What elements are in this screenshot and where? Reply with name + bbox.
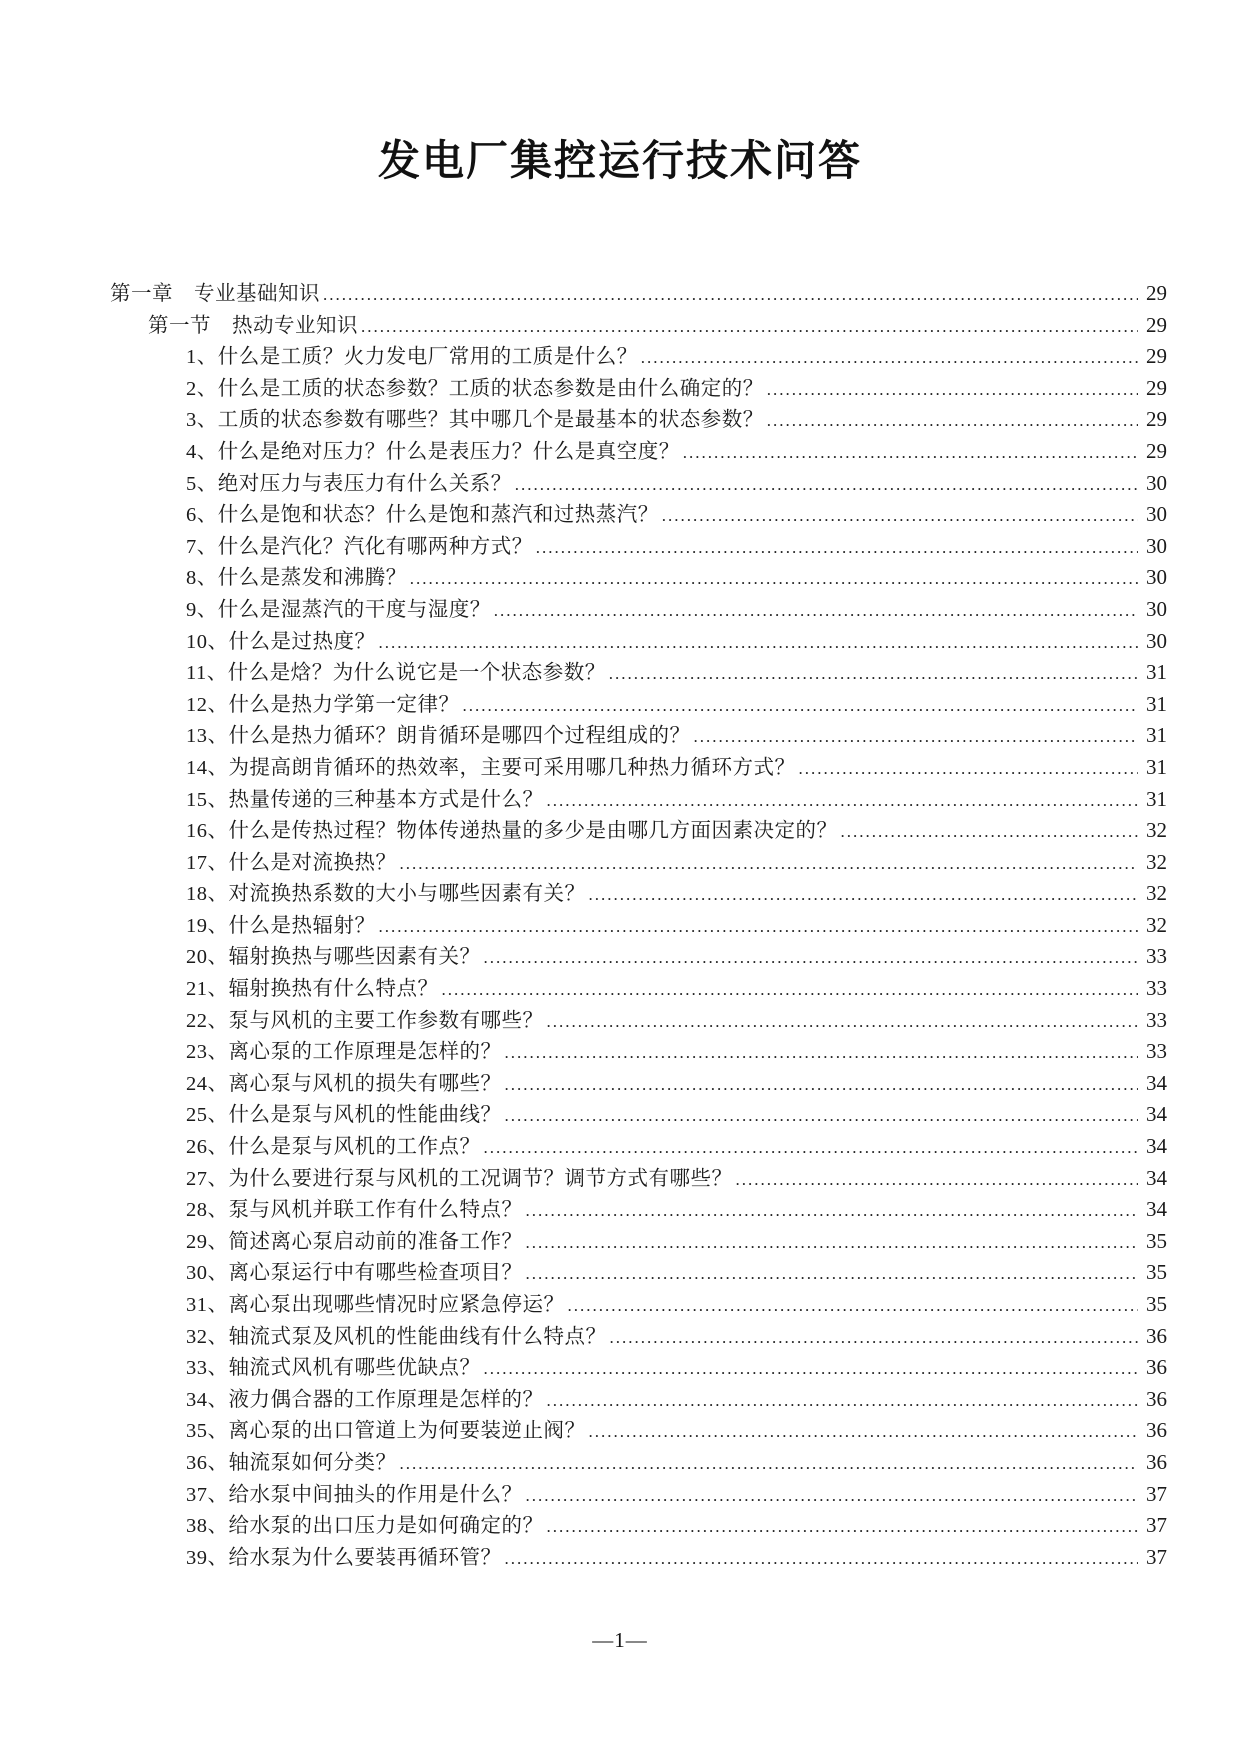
dot-leader [767,409,1138,432]
toc-entry-page-number: 35 [1146,1260,1167,1285]
toc-entry-page-number: 32 [1146,912,1167,937]
toc-entry-label: 29、简述离心泵启动前的准备工作？ [186,1230,523,1253]
toc-entry-label: 28、泵与风机并联工作有什么特点？ [186,1199,523,1222]
toc-entry-label: 34、液力偶合器的工作原理是怎样的？ [186,1388,544,1411]
toc-entry-label: 32、轴流式泵及风机的性能曲线有什么特点？ [186,1325,607,1348]
toc-entry[interactable] [110,845,1167,877]
toc-entry-page-number: 29 [1146,407,1167,432]
toc-entry-page-number: 32 [1146,881,1167,906]
toc-entry-page-number: 31 [1146,754,1167,779]
dot-leader [515,473,1138,496]
toc-entry[interactable] [110,1066,1167,1098]
dot-leader [410,567,1138,590]
dot-leader [526,1199,1139,1222]
toc-entry-page-number: 31 [1146,660,1167,685]
toc-entry-label: 14、为提高朗肯循环的热效率，主要可采用哪几种热力循环方式？ [186,756,796,779]
toc-entry-label: 26、什么是泵与风机的工作点？ [186,1136,481,1159]
toc-entry-label: 9、什么是湿蒸汽的干度与湿度？ [186,598,491,621]
toc-entry[interactable] [110,466,1167,498]
toc-entry[interactable] [110,497,1167,529]
toc-entry-page-number: 31 [1146,723,1167,748]
toc-entry-page-number: 34 [1146,1070,1167,1095]
toc-entry-page-number: 32 [1146,849,1167,874]
toc-entry-page-number: 29 [1146,375,1167,400]
dot-leader [463,694,1139,717]
toc-entry-page-number: 37 [1146,1481,1167,1506]
toc-entry-label: 38、给水泵的出口压力是如何确定的？ [186,1515,544,1538]
toc-entry-label: 13、什么是热力循环？朗肯循环是哪四个过程组成的？ [186,725,691,748]
toc-entry-page-number: 36 [1146,1323,1167,1348]
toc-entry-label: 21、辐射换热有什么特点？ [186,978,439,1001]
page-title: 发电厂集控运行技术问答 [377,139,862,185]
toc-entry[interactable] [110,308,1167,340]
dot-leader [610,1326,1139,1349]
toc-entry[interactable] [110,1161,1167,1193]
dot-leader [505,1104,1139,1127]
dot-leader [400,852,1139,875]
toc-entry-page-number: 34 [1146,1102,1167,1127]
toc-entry-page-number: 30 [1146,628,1167,653]
dot-leader [379,631,1139,654]
dot-leader [379,915,1139,938]
toc-entry-page-number: 36 [1146,1449,1167,1474]
toc-entry-page-number: 31 [1146,691,1167,716]
toc-entry-page-number: 36 [1146,1355,1167,1380]
toc-entry[interactable] [110,939,1167,971]
toc-entry-page-number: 29 [1146,344,1167,369]
toc-entry-page-number: 35 [1146,1292,1167,1316]
dot-leader [505,1547,1139,1570]
dot-leader [484,946,1139,969]
toc-entry[interactable] [110,592,1167,624]
toc-entry-label: 31、离心泵出现哪些情况时应紧急停运？ [186,1294,565,1316]
toc-entry-label: 17、什么是对流换热？ [186,851,397,874]
toc-entry-page-number: 36 [1146,1386,1167,1411]
dot-leader [547,1389,1139,1412]
toc-entry-page-number: 34 [1146,1134,1167,1159]
dot-leader [641,346,1138,369]
dot-leader [505,1073,1139,1096]
toc-entry-label: 27、为什么要进行泵与风机的工况调节？调节方式有哪些？ [186,1167,733,1190]
toc-entry[interactable] [110,1255,1167,1287]
toc-entry[interactable] [110,1034,1167,1066]
toc-entry-page-number: 32 [1146,818,1167,843]
toc-entry[interactable] [110,1192,1167,1224]
toc-entry[interactable] [110,1003,1167,1035]
dot-leader [526,1484,1139,1507]
toc-entry-page-number: 30 [1146,470,1167,495]
dot-leader [400,1452,1139,1475]
toc-entry-label: 20、辐射换热与哪些因素有关？ [186,946,481,969]
toc-entry-label: 5、绝对压力与表压力有什么关系？ [186,472,512,495]
toc-entry[interactable] [110,876,1167,908]
toc-entry-page-number: 37 [1146,1544,1167,1569]
dot-leader [736,1168,1139,1191]
toc-entry-label: 19、什么是热辐射？ [186,914,376,937]
toc-entry-label: 22、泵与风机的主要工作参数有哪些？ [186,1009,544,1032]
toc-entry-label: 25、什么是泵与风机的性能曲线？ [186,1104,502,1127]
dot-leader [442,978,1139,1001]
toc-entry-label: 6、什么是饱和状态？什么是饱和蒸汽和过热蒸汽？ [186,504,659,527]
toc-entry-label: 36、轴流泵如何分类？ [186,1451,397,1474]
toc-entry-label: 11、什么是焓？为什么说它是一个状态参数？ [186,662,606,685]
toc-entry-page-number: 37 [1146,1513,1167,1538]
toc-entry-page-number: 33 [1146,976,1167,1001]
dot-leader [484,1136,1139,1159]
toc-entry[interactable] [110,908,1167,940]
toc-entry-label: 7、什么是汽化？汽化有哪两种方式？ [186,535,533,558]
dot-leader [694,725,1139,748]
toc-entry[interactable] [110,1445,1167,1477]
toc-entry-label: 35、离心泵的出口管道上为何要装逆止阀？ [186,1420,586,1443]
toc-entry-page-number: 29 [1146,312,1167,337]
toc-entry-label: 8、什么是蒸发和沸腾？ [186,567,407,590]
dot-leader [589,883,1139,906]
toc-entry-label: 24、离心泵与风机的损失有哪些？ [186,1072,502,1095]
toc-entry-label: 1、什么是工质？火力发电厂常用的工质是什么？ [186,346,638,369]
toc-entry[interactable] [110,813,1167,845]
dot-leader [799,757,1139,780]
dot-leader [526,1262,1139,1285]
toc-entry[interactable] [110,529,1167,561]
toc-entry[interactable] [110,560,1167,592]
toc-entry-page-number: 34 [1146,1197,1167,1222]
toc-entry[interactable] [110,1224,1167,1256]
dot-leader [505,1041,1139,1064]
toc-entry-label: 12、什么是热力学第一定律？ [186,693,460,716]
toc-entry-page-number: 33 [1146,1007,1167,1032]
toc-entry-label: 18、对流换热系数的大小与哪些因素有关？ [186,883,586,906]
toc-entry[interactable] [110,1097,1167,1129]
toc-entry-label: 3、工质的状态参数有哪些？其中哪几个是最基本的状态参数？ [186,409,764,432]
toc-entry-label: 33、轴流式风机有哪些优缺点？ [186,1357,481,1380]
toc-entry[interactable] [110,1319,1167,1351]
toc-entry[interactable] [110,1540,1167,1572]
toc-entry-page-number: 29 [1146,281,1167,305]
toc-entry[interactable] [110,1382,1167,1414]
toc-entry[interactable] [110,750,1167,782]
toc-entry-page-number: 36 [1146,1418,1167,1443]
dot-leader [662,504,1138,527]
toc-entry-page-number: 30 [1146,533,1167,558]
toc-entry[interactable] [110,782,1167,814]
page-number-footer: —1— [592,1628,648,1652]
toc-entry-page-number: 30 [1146,565,1167,590]
table-of-contents [0,276,1240,1571]
dot-leader [526,1231,1139,1254]
toc-entry[interactable] [110,718,1167,750]
toc-entry-label: 23、离心泵的工作原理是怎样的？ [186,1041,502,1064]
dot-leader [683,441,1138,464]
toc-entry[interactable] [110,687,1167,719]
toc-entry[interactable] [110,1477,1167,1509]
dot-leader [609,662,1138,685]
dot-leader [494,599,1138,622]
toc-entry-page-number: 30 [1146,596,1167,621]
toc-entry[interactable] [110,371,1167,403]
toc-entry-label: 4、什么是绝对压力？什么是表压力？什么是真空度？ [186,440,680,463]
dot-leader [547,1010,1139,1033]
toc-entry[interactable] [110,402,1167,434]
toc-entry[interactable] [110,1287,1167,1319]
toc-entry-page-number: 29 [1146,438,1167,463]
dot-leader [568,1294,1139,1317]
dot-leader [547,1515,1139,1538]
toc-entry-label: 第一章 专业基础知识 [110,283,320,305]
dot-leader [589,1420,1139,1443]
toc-entry-page-number: 35 [1146,1228,1167,1253]
toc-entry[interactable] [110,971,1167,1003]
toc-entry-page-number: 34 [1146,1165,1167,1190]
toc-entry[interactable] [110,434,1167,466]
toc-entry-label: 10、什么是过热度？ [186,630,376,653]
toc-entry-page-number: 30 [1146,502,1167,527]
toc-entry[interactable] [110,276,1167,308]
dot-leader [767,378,1138,401]
dot-leader [484,1357,1139,1380]
toc-entry-label: 第一节 热动专业知识 [148,314,358,337]
dot-leader [536,536,1138,559]
toc-entry-label: 39、给水泵为什么要装再循环管？ [186,1546,502,1569]
toc-entry-page-number: 33 [1146,944,1167,969]
dot-leader [361,315,1138,338]
toc-entry-label: 15、热量传递的三种基本方式是什么？ [186,788,544,811]
toc-entry-label: 2、什么是工质的状态参数？工质的状态参数是由什么确定的？ [186,377,764,400]
toc-entry-label: 37、给水泵中间抽头的作用是什么？ [186,1483,523,1506]
toc-entry[interactable] [110,624,1167,656]
dot-leader [841,820,1139,843]
toc-entry-label: 16、什么是传热过程？物体传递热量的多少是由哪几方面因素决定的？ [186,820,838,843]
toc-entry[interactable] [110,1350,1167,1382]
toc-entry[interactable] [110,339,1167,371]
toc-entry[interactable] [110,655,1167,687]
dot-leader [323,283,1138,306]
toc-entry[interactable] [110,1413,1167,1445]
toc-entry-page-number: 31 [1146,786,1167,811]
dot-leader [547,789,1139,812]
toc-entry[interactable] [110,1508,1167,1540]
toc-entry-label: 30、离心泵运行中有哪些检查项目？ [186,1262,523,1285]
toc-entry[interactable] [110,1129,1167,1161]
toc-entry-page-number: 33 [1146,1039,1167,1064]
